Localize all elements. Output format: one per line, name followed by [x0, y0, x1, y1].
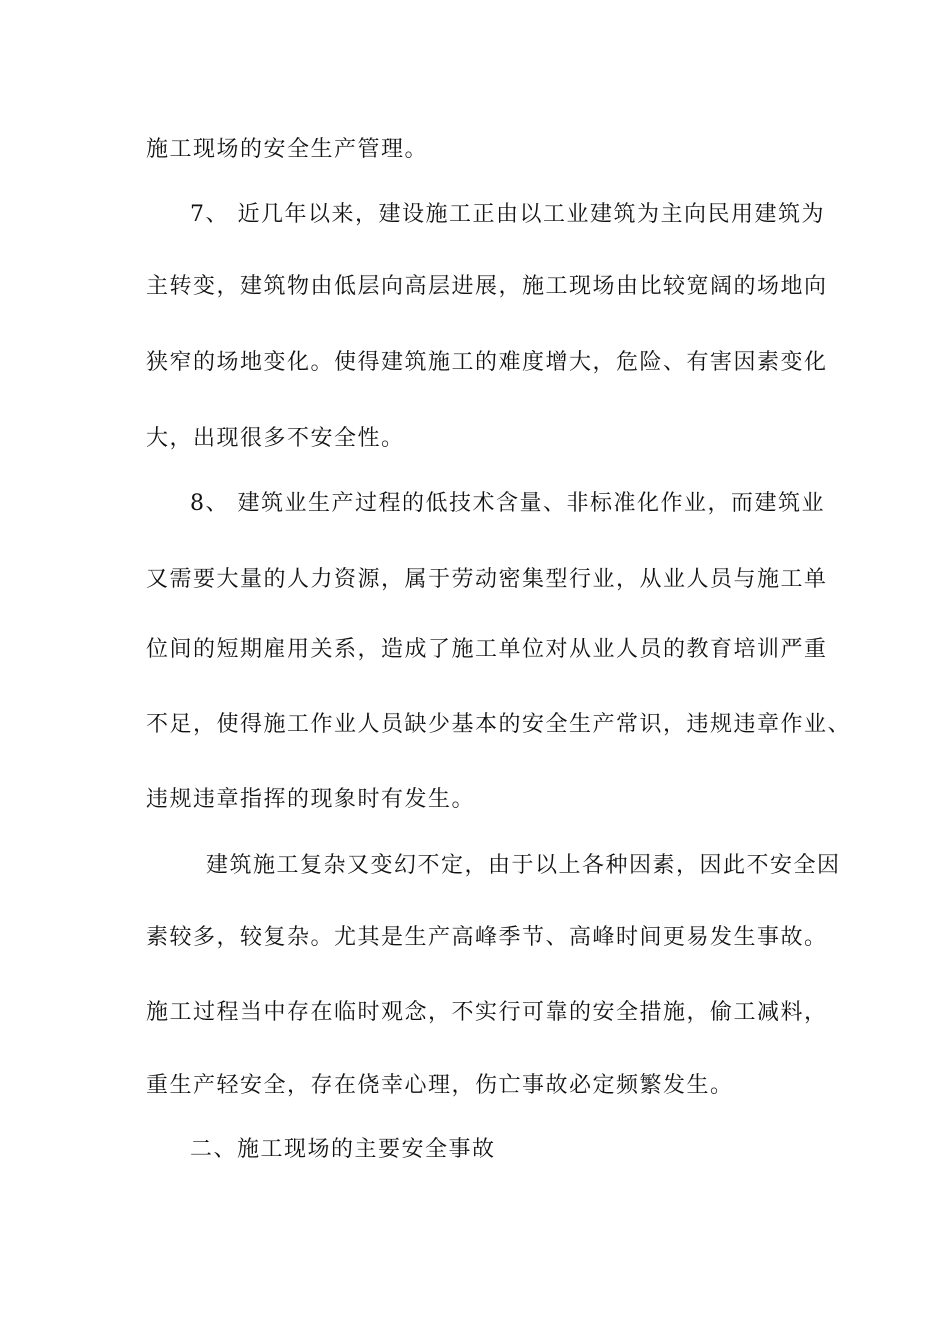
text-line: 素较多，较复杂。尤其是生产高峰季节、高峰时间更易发生事故。: [146, 925, 828, 950]
text-line: 施工过程当中存在临时观念，不实行可靠的安全措施，偷工减料，: [146, 1000, 828, 1025]
text-line: 狭窄的场地变化。使得建筑施工的难度增大，危险、有害因素变化: [146, 350, 828, 375]
text-line: 违规违章指挥的现象时有发生。: [146, 787, 476, 812]
text-line: 建筑施工复杂又变幻不定，由于以上各种因素，因此不安全因: [206, 853, 841, 878]
text-line: 又需要大量的人力资源，属于劳动密集型行业，从业人员与施工单: [146, 567, 828, 592]
text-line: 施工现场的安全生产管理。: [146, 137, 429, 162]
section-heading: 二、施工现场的主要安全事故: [190, 1137, 496, 1162]
text-line: 重生产轻安全，存在侥幸心理，伤亡事故必定频繁发生。: [146, 1073, 734, 1098]
text-line: 不足，使得施工作业人员缺少基本的安全生产常识，违规违章作业、: [146, 712, 852, 737]
text-line: 位间的短期雇用关系，造成了施工单位对从业人员的教育培训严重: [146, 637, 828, 662]
text-line: 8、 建筑业生产过程的低技术含量、非标准化作业，而建筑业: [190, 491, 825, 516]
text-line: 主转变，建筑物由低层向高层进展，施工现场由比较宽阔的场地向: [146, 274, 828, 299]
text-line: 大，出现很多不安全性。: [146, 426, 405, 451]
text-line: 7、 近几年以来，建设施工正由以工业建筑为主向民用建筑为: [190, 202, 825, 227]
